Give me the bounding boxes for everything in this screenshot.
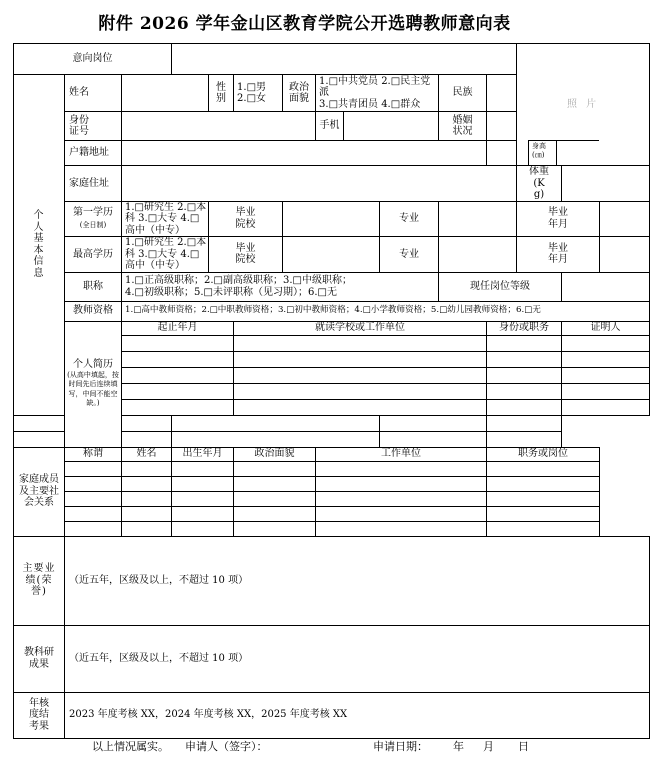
family-row[interactable]: [14, 476, 650, 491]
applicant-signature-label[interactable]: 申请人（签字）：: [185, 740, 268, 753]
gender-male-option[interactable]: 1.□男: [237, 81, 267, 93]
gender-female-option[interactable]: 2.□女: [237, 93, 267, 104]
home-address-label: 家庭住址: [65, 166, 122, 202]
highest-edu-major-field[interactable]: [439, 237, 517, 273]
achievements-field[interactable]: （近五年，区级及以上，不超过 10 项）: [65, 536, 650, 625]
current-post-level-field[interactable]: [562, 272, 650, 301]
research-field[interactable]: （近五年，区级及以上，不超过 10 项）: [65, 625, 650, 692]
home-address-field[interactable]: [122, 166, 517, 202]
height-divider: [556, 141, 557, 165]
family-row[interactable]: [14, 521, 650, 536]
date-day: 日: [518, 740, 529, 753]
teacher-cert-options[interactable]: 1.□高中教师资格；2.□中职教师资格；3.□初中教师资格；4.□小学教师资格；5.□幼儿园教师资格；6.□无: [122, 301, 650, 321]
title-rank-option-row2[interactable]: 4.□初级职称；5.□未评职称（见习期）；6.□无: [125, 286, 337, 298]
apply-date-label: 申请日期：: [373, 740, 428, 753]
family-header-birth: 出生年月: [172, 447, 234, 461]
footer: [0, 738, 609, 756]
post-label: 意向岗位: [14, 44, 172, 75]
highest-edu-label: 最高学历: [65, 237, 122, 273]
photo-box[interactable]: 照 片: [517, 44, 650, 166]
family-row[interactable]: [14, 491, 650, 506]
height-cell: [528, 140, 599, 165]
highest-edu-major-label: 专业: [380, 237, 439, 273]
first-edu-label: 第一学历 (全日制): [65, 201, 122, 237]
family-label: 家庭成员及主要社会关系: [14, 447, 65, 536]
political-label: 政治面貌: [283, 75, 316, 112]
appraisal-field[interactable]: 2023 年度考核 XX，2024 年度考核 XX，2025 年度考核 XX: [65, 692, 650, 738]
current-post-level-label: 现任岗位等级: [439, 272, 562, 301]
title-rank-options[interactable]: [122, 272, 439, 301]
weight-label: 体重(Kg): [517, 166, 562, 202]
marital-label: 婚姻状况: [439, 112, 487, 141]
form-title: 附件 2026 学年金山区教育学院公开选聘教师意向表: [98, 14, 511, 34]
highest-edu-options[interactable]: 1.□研究生 2.□本科 3.□大专 4.□高中（中专）: [122, 237, 209, 273]
name-field[interactable]: [122, 75, 209, 112]
resume-note: (从高中填起，按时间先后连续填写，中间不能空缺。): [67, 370, 119, 408]
gender-options[interactable]: [234, 75, 283, 112]
first-edu-major-field[interactable]: [439, 201, 517, 237]
resume-label: 个人简历 (从高中填起，按时间先后连续填写，中间不能空缺。): [65, 321, 122, 447]
family-header-position: 职务或岗位: [487, 447, 600, 461]
family-row[interactable]: [14, 506, 650, 521]
section-personal-info: 个人基本信息: [14, 75, 65, 416]
family-header-employer: 工作单位: [316, 447, 487, 461]
first-edu-school-label: 毕业院校: [209, 201, 283, 237]
political-option-row1[interactable]: 1.□中共党员 2.□民主党派: [319, 75, 431, 99]
first-edu-grad-date-field[interactable]: [600, 201, 650, 237]
appraisal-label: 年核度结考果: [14, 692, 65, 738]
post-field[interactable]: [172, 44, 517, 75]
resume-header-institution: 就读学校或工作单位: [234, 321, 487, 335]
hukou-field[interactable]: [122, 141, 487, 166]
declaration-text: 以上情况属实。: [92, 740, 169, 753]
resume-header-role: 身份或职务: [487, 321, 562, 335]
id-number-field[interactable]: [122, 112, 316, 141]
research-label: 教科研成果: [14, 625, 65, 692]
height-label: 身高(㎝): [532, 142, 546, 160]
ethnicity-label: 民族: [439, 75, 487, 112]
teacher-cert-label: 教师资格: [65, 301, 122, 321]
family-header-name: 姓名: [122, 447, 172, 461]
gender-label: 性别: [209, 75, 234, 112]
family-row[interactable]: [14, 461, 650, 476]
highest-edu-school-field[interactable]: [283, 237, 380, 273]
resume-header-witness: 证明人: [562, 321, 650, 335]
title-rank-label: 职称: [65, 272, 122, 301]
first-edu-major-label: 专业: [380, 201, 439, 237]
phone-label: 手机: [316, 112, 344, 141]
id-number-label: 身份证号: [65, 112, 122, 141]
resume-header-period: 起止年月: [122, 321, 234, 335]
family-header-relation: 称谓: [65, 447, 122, 461]
achievements-label: 主要业绩(荣誉): [14, 536, 65, 625]
resume-row[interactable]: [14, 415, 650, 431]
political-options[interactable]: [316, 75, 439, 112]
weight-field[interactable]: [562, 166, 650, 202]
highest-edu-school-label: 毕业院校: [209, 237, 283, 273]
ethnicity-field[interactable]: [487, 75, 517, 112]
marital-field[interactable]: [487, 112, 517, 141]
highest-edu-grad-date-field[interactable]: [600, 237, 650, 273]
title-rank-option-row1[interactable]: 1.□正高级职称；2.□副高级职称；3.□中级职称；: [125, 275, 352, 286]
family-header-political: 政治面貌: [234, 447, 316, 461]
name-label: 姓名: [65, 75, 122, 112]
political-option-row2[interactable]: 3.□共青团员 4.□群众: [319, 98, 421, 110]
resume-row[interactable]: [14, 431, 650, 447]
first-edu-grad-date-label: 毕业年月: [517, 201, 600, 237]
first-edu-options[interactable]: 1.□研究生 2.□本科 3.□大专 4.□高中（中专）: [122, 201, 209, 237]
date-year: 年: [453, 740, 464, 753]
highest-edu-grad-date-label: 毕业年月: [517, 237, 600, 273]
date-month: 月: [483, 740, 494, 753]
hukou-label: 户籍地址: [65, 141, 122, 166]
first-edu-school-field[interactable]: [283, 201, 380, 237]
phone-field[interactable]: [344, 112, 439, 141]
